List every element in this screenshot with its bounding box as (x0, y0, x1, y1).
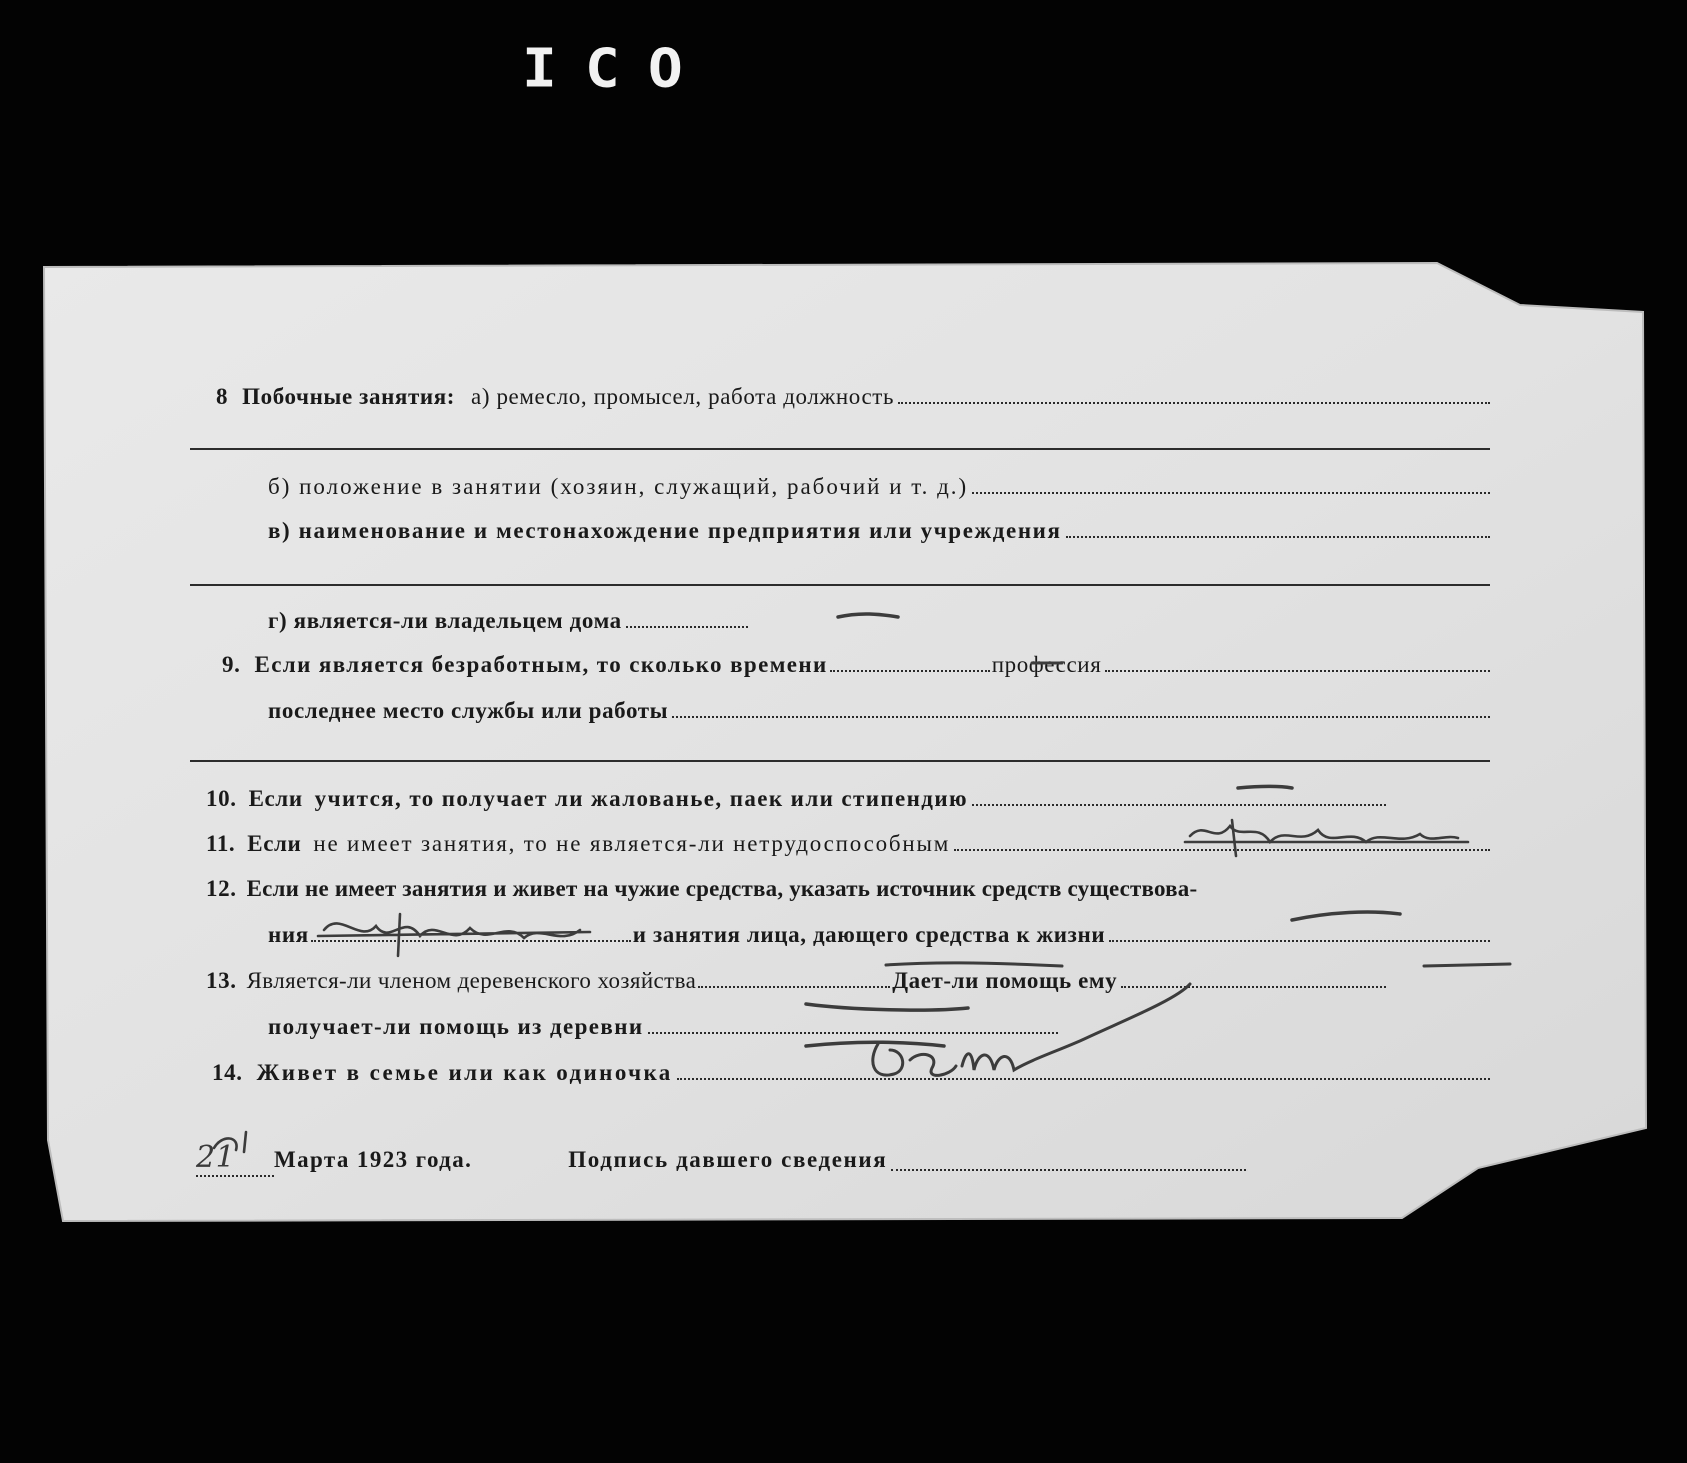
q10-field[interactable] (972, 794, 1386, 806)
q13-help-label: Дает-ли помощь ему (892, 968, 1118, 993)
q8-number: 8 (216, 384, 229, 409)
q12-number: 12. (206, 876, 237, 901)
q11-number: 11. (206, 831, 236, 856)
footer-date: Марта 1923 года. (274, 1147, 473, 1172)
q12-line-2 (268, 922, 1490, 948)
signature-field[interactable] (891, 1159, 1246, 1171)
q14-line (212, 1060, 1490, 1086)
q8-b-label: б) положение в занятии (хозяин, служащий, рабочий и т. д.) (268, 474, 969, 499)
q13-number: 13. (206, 968, 237, 993)
q8-b-field[interactable] (972, 482, 1490, 494)
q14-number: 14. (212, 1060, 243, 1085)
q14-label: Живет в семье или как одиночка (256, 1060, 673, 1085)
q13-member-label: Является-ли членом деревенского хозяйства (246, 968, 697, 993)
q9-profession-label: профессия (991, 652, 1102, 677)
q14-field[interactable] (677, 1068, 1490, 1080)
q9-unemployed-field[interactable] (830, 660, 990, 672)
q9-last-job-field[interactable] (672, 706, 1490, 718)
q12-line-1 (206, 876, 1506, 902)
q8-a-field-line2[interactable] (190, 448, 1490, 450)
q10-label: учится, то получает ли жалованье, паек или стипендию (314, 786, 968, 811)
q9-line-1 (222, 652, 1490, 678)
q9-last-job-field-line2[interactable] (190, 760, 1490, 762)
q10-if: Если (248, 786, 303, 811)
q11-if: Если (247, 831, 302, 856)
q9-unemployed-label: Если является безработным, то сколько времени (254, 652, 828, 677)
q11-field[interactable] (954, 839, 1490, 851)
q8-v-field[interactable] (1066, 526, 1490, 538)
q12-provider-label: и занятия лица, дающего средства к жизни (632, 922, 1106, 947)
q12-suffix: ния (268, 922, 309, 947)
q9-number: 9. (222, 652, 241, 677)
q8-title: Побочные занятия: (242, 384, 456, 409)
q12-source-field[interactable] (311, 930, 631, 942)
q13-member-field[interactable] (698, 976, 890, 988)
q9-last-job-label: последнее место службы или работы (268, 698, 669, 723)
q8-line-v (268, 518, 1490, 544)
q9-line-2 (268, 698, 1490, 724)
q8-a-label: а) ремесло, промысел, работа должность (471, 384, 895, 409)
footer-day[interactable]: 21 (196, 1140, 274, 1177)
q13-line-1 (206, 968, 1386, 994)
q11-label: не имеет занятия, то не является-ли нетрудоспособным (313, 831, 951, 856)
q8-g-label: г) является-ли владельцем дома (268, 608, 622, 633)
signature-label: Подпись давшего сведения (568, 1147, 888, 1172)
q8-line-g (268, 608, 748, 634)
q8-v-field-line2[interactable] (190, 584, 1490, 586)
q13-receive-label: получает-ли помощь из деревни (268, 1014, 644, 1039)
q13-line-2 (268, 1014, 1058, 1040)
q8-v-label: в) наименование и местонахождение предприятия или учреждения (268, 518, 1062, 543)
q13-receive-field[interactable] (648, 1022, 1058, 1034)
q11-line (206, 831, 1490, 857)
q9-profession-field[interactable] (1105, 660, 1490, 672)
q8-line-a (216, 384, 1490, 410)
q8-a-field[interactable] (898, 392, 1490, 404)
q12-label: Если не имеет занятия и живет на чужие средства, указать источник средств существова- (246, 876, 1198, 901)
footer-line (196, 1140, 1246, 1177)
q8-line-b (268, 474, 1490, 500)
q13-help-field[interactable] (1121, 976, 1386, 988)
q10-number: 10. (206, 786, 237, 811)
q12-provider-field[interactable] (1109, 930, 1490, 942)
q8-g-field[interactable] (626, 616, 748, 628)
q10-line (206, 786, 1386, 812)
frame-number: ICO (522, 36, 711, 100)
